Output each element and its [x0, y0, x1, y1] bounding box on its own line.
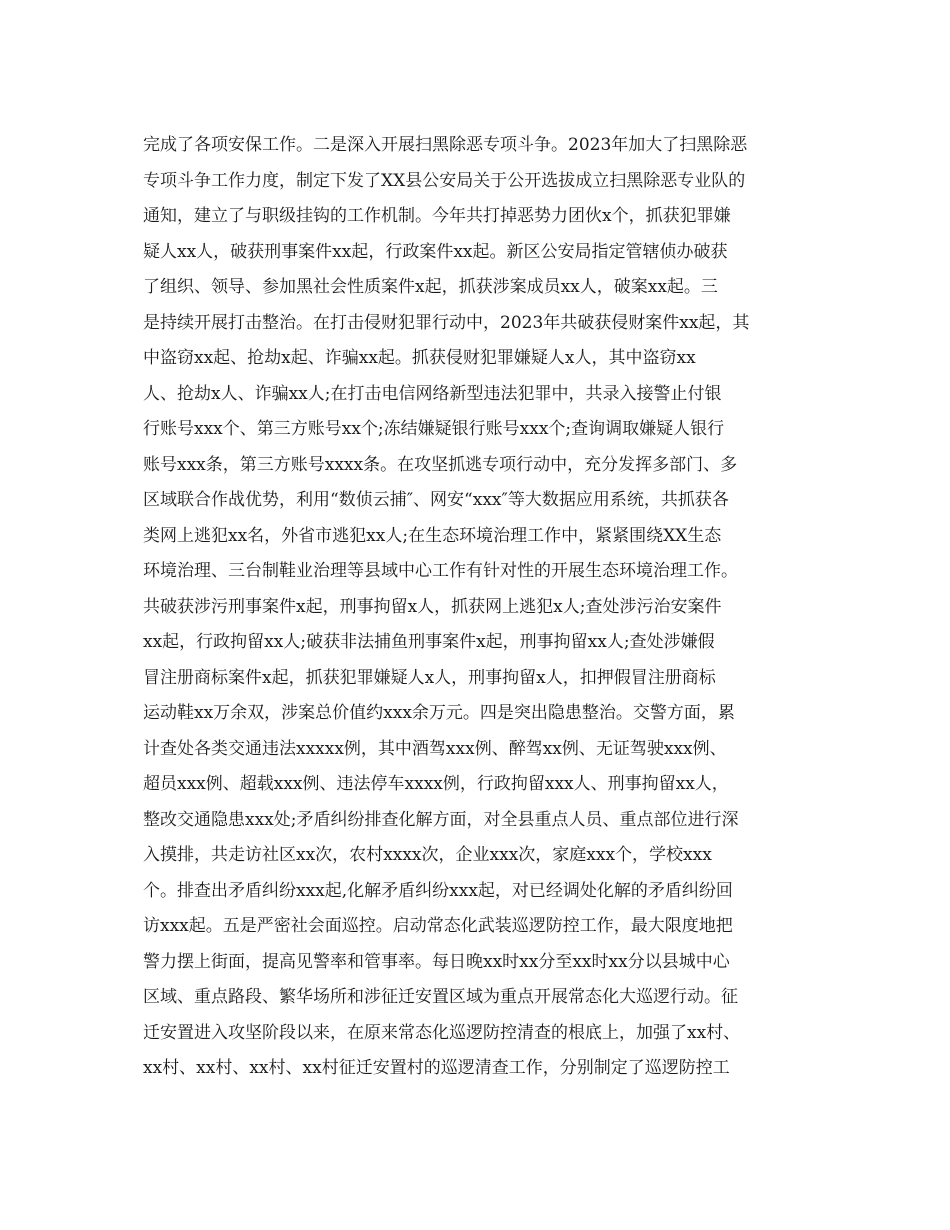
text-line: 运动鞋xx万余双，涉案总价值约xxx余万元。四是突出隐患整治。交警方面，累	[143, 703, 735, 723]
text-line: 入摸排，共走访社区xx次，农村xxxx次，企业xxx次，家庭xxx个，学校xxx	[143, 845, 712, 865]
text-line: 专项斗争工作力度，制定下发了XX县公安局关于公开选拔成立扫黑除恶专业队的	[143, 170, 746, 191]
text-line: 通知，建立了与职级挂钩的工作机制。今年共打掉恶势力团伙x个，抓获犯罪嫌	[143, 206, 731, 226]
text-line: 区域、重点路段、繁华场所和涉征迁安置区域为重点开展常态化大巡逻行动。征	[143, 987, 738, 1007]
text-line: 整改交通隐患xxx处;矛盾纠纷排查化解方面，对全县重点人员、重点部位进行深	[143, 809, 739, 830]
text-line: 类网上逃犯xx名，外省市逃犯xx人;在生态环境治理工作中，紧紧围绕XX生态	[143, 525, 722, 546]
text-line: 是持续开展打击整治。在打击侵财犯罪行动中，2023年共破获侵财案件xx起，其	[143, 312, 750, 333]
body-text	[143, 128, 813, 1087]
text-line: 访xxx起。五是严密社会面巡控。启动常态化武装巡逻防控工作，最大限度地把	[143, 916, 733, 936]
text-line: 行账号xxx个、第三方账号xx个;冻结嫌疑银行账号xxx个;查询调取嫌疑人银行	[143, 419, 725, 439]
text-line: 人、抢劫x人、诈骗xx人;在打击电信网络新型违法犯罪中，共录入接警止付银	[143, 383, 722, 404]
text-line: 环境治理、三台制鞋业治理等县域中心工作有针对性的开展生态环境治理工作。	[143, 561, 738, 581]
text-line: 中盗窃xx起、抢劫x起、诈骗xx起。抓获侵财犯罪嫌疑人x人，其中盗窃xx	[143, 348, 696, 368]
text-line: 区域联合作战优势，利用“数侦云捕″、网安“xxx″等大数据应用系统，共抓获各	[143, 490, 729, 510]
text-line: 迁安置进入攻坚阶段以来，在原来常态化巡逻防控清查的根底上，加强了xx村、	[143, 1022, 741, 1043]
text-line: xx村、xx村、xx村、xx村征迁安置村的巡逻清查工作，分别制定了巡逻防控工	[143, 1058, 730, 1078]
text-line: 账号xxx条，第三方账号xxxx条。在攻坚抓逃专项行动中，充分发挥多部门、多	[143, 454, 738, 475]
text-line: 完成了各项安保工作。二是深入开展扫黑除恶专项斗争。2023年加大了扫黑除恶	[143, 135, 748, 155]
text-line: 冒注册商标案件x起，抓获犯罪嫌疑人x人，刑事拘留x人，扣押假冒注册商标	[143, 667, 716, 688]
text-line: 疑人xx人，破获刑事案件xx起，行政案件xx起。新区公安局指定管辖侦办破获	[143, 241, 728, 262]
text-line: 个。排查出矛盾纠纷xxx起,化解矛盾纠纷xxx起，对已经调处化解的矛盾纠纷回	[143, 880, 733, 901]
text-line: 超员xxx例、超载xxx例、违法停车xxxx例，行政拘留xxx人、刑事拘留xx人，	[143, 774, 729, 794]
text-line: 了组织、领导、参加黑社会性质案件x起，抓获涉案成员xx人，破案xx起。三	[143, 277, 718, 297]
text-line: 计查处各类交通违法xxxxx例，其中酒驾xxx例、醉驾xx例、无证驾驶xxx例、	[143, 738, 727, 759]
text-line: 警力摆上街面，提高见警率和管事率。每日晚xx时xx分至xx时xx分以县城中心	[143, 951, 730, 972]
text-line: xx起，行政拘留xx人;破获非法捕鱼刑事案件x起，刑事拘留xx人;查处涉嫌假	[143, 632, 715, 652]
text-line: 共破获涉污刑事案件x起，刑事拘留x人，抓获网上逃犯x人;查处涉污治安案件	[143, 596, 722, 617]
